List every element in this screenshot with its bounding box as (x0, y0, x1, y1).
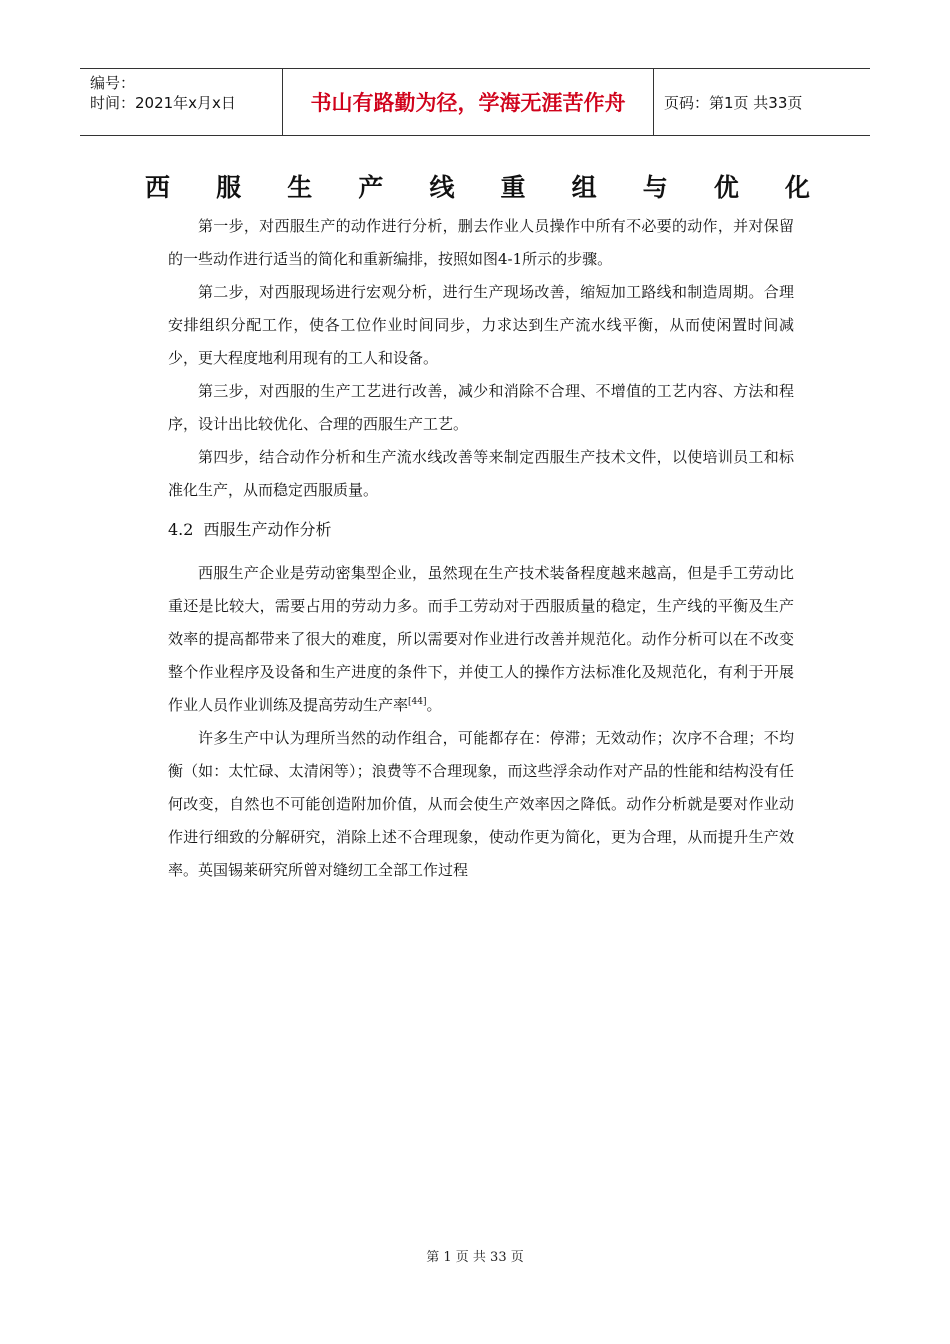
document-time-label: 时间：2021年x月x日 (90, 94, 236, 112)
paragraph-step-2: 第二步，对西服现场进行宏观分析，进行生产现场改善，缩短加工路线和制造周期。合理安排组织分配工作，使各工位作业时间同步，力求达到生产流水线平衡，从而使闲置时间减少，更大程度地利用现有的工人和设备。 (168, 283, 794, 367)
paragraph-step-3: 第三步，对西服的生产工艺进行改善，减少和消除不合理、不增值的工艺内容、方法和程序，设计出比较优化、合理的西服生产工艺。 (168, 382, 794, 433)
document-header (80, 68, 870, 136)
section-title: 西服生产动作分析 (203, 520, 332, 539)
title-char: 优 (713, 173, 739, 202)
paragraph-step-1: 第一步，对西服生产的动作进行分析，删去作业人员操作中所有不必要的动作，并对保留的一些动作进行适当的简化和重新编排，按照如图4-1所示的步骤。 (168, 217, 794, 268)
title-char: 与 (642, 173, 668, 202)
document-number-label: 编号： (90, 74, 136, 92)
paragraph-text: 西服生产企业是劳动密集型企业，虽然现在生产技术装备程度越来越高，但是手工劳动比重还是比较大，需要占用的劳动力多。而手工劳动对于西服质量的稳定，生产线的平衡及生产效率的提高都带来了很大的难度，所以需要对作业进行改善并规范化。动作分析可以在不改变整个作业程序及设备和生产进度的条件下，并使工人的操作方法标准化及规范化，有利于开展作业人员作业训练及提高劳动生产率 (168, 564, 794, 714)
title-char: 线 (429, 173, 455, 202)
document-body (168, 210, 794, 887)
section-heading (168, 515, 794, 545)
title-char: 生 (287, 173, 313, 202)
section-number: 4.2 (168, 520, 194, 539)
title-char: 重 (500, 173, 526, 202)
document-title (145, 168, 810, 204)
paragraph-end: 。 (426, 696, 442, 714)
header-motto: 书山有路勤为径，学海无涯苦作舟 (282, 69, 654, 135)
header-meta (80, 69, 282, 135)
paragraph-unreasonable-motions: 许多生产中认为理所当然的动作组合，可能都存在：停滞；无效动作；次序不合理；不均衡（如：太忙碌、太清闲等）；浪费等不合理现象，而这些浮余动作对产品的性能和结构没有任何改变，自然也不可能创造附加价值，从而会使生产效率因之降低。动作分析就是要对作业动作进行细致的分解研究，消除上述不合理现象，使动作更为简化，更为合理，从而提升生产效率。英国锡莱研究所曾对缝纫工全部工作过程 (168, 729, 794, 879)
title-char: 产 (358, 173, 384, 202)
paragraph-step-4: 第四步，结合动作分析和生产流水线改善等来制定西服生产技术文件，以使培训员工和标准化生产，从而稳定西服质量。 (168, 448, 794, 499)
title-char: 化 (784, 173, 810, 202)
title-char: 西 (145, 173, 171, 202)
title-char: 服 (216, 173, 242, 202)
page-footer: 第 1 页 共 33 页 (426, 1250, 524, 1265)
paragraph-motion-analysis (168, 557, 794, 722)
title-char: 组 (571, 173, 597, 202)
header-page-info: 页码：第1页 共33页 (664, 93, 803, 112)
citation-reference: [44] (408, 697, 427, 707)
